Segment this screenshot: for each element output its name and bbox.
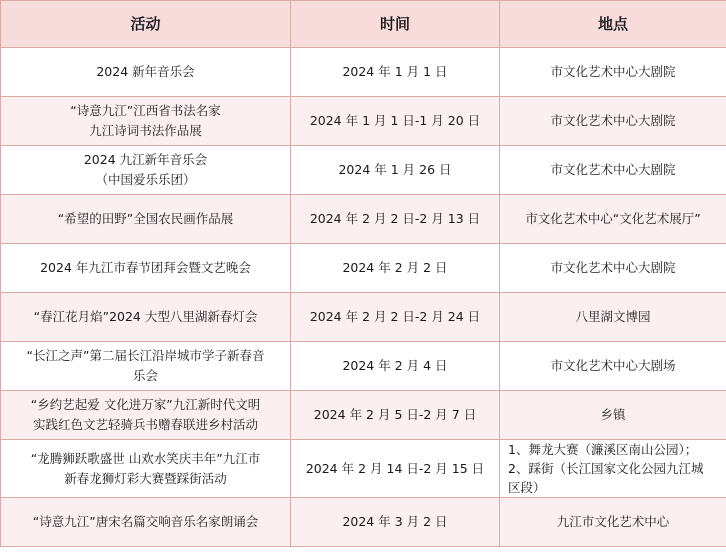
activity-text: “龙腾狮跃歌盛世 山欢水笑庆丰年”九江市	[30, 450, 261, 466]
time-cell: 2024 年 2 月 2 日-2 月 13 日	[291, 195, 500, 244]
activity-cell	[1, 498, 291, 547]
activity-text: “诗意九江”江西省书法名家	[70, 103, 221, 118]
activity-cell	[1, 97, 291, 146]
location-text: 2、踩街（长江国家文化公园九江城	[508, 461, 704, 476]
table-row	[1, 97, 726, 146]
activity-cell	[1, 146, 291, 195]
activity-text: 2024 九江新年音乐会	[83, 152, 208, 167]
location-text: 八里湖文博园	[575, 309, 651, 324]
location-text: 市文化艺术中心大剧院	[550, 162, 676, 177]
table-row	[1, 440, 726, 498]
location-cell	[500, 97, 726, 146]
activity-cell	[1, 391, 291, 440]
location-text: 市文化艺术中心大剧院	[550, 64, 676, 79]
table-row	[1, 293, 726, 342]
time-cell: 2024 年 2 月 2 日-2 月 24 日	[291, 293, 500, 342]
activity-text: 2024 新年音乐会	[96, 64, 195, 79]
table-row	[1, 146, 726, 195]
activity-cell	[1, 48, 291, 97]
location-cell	[500, 244, 726, 293]
time-cell: 2024 年 1 月 26 日	[291, 146, 500, 195]
time-cell: 2024 年 2 月 4 日	[291, 342, 500, 391]
location-text: 九江市文化艺术中心	[556, 514, 670, 529]
activity-text: 2024 年九江市春节团拜会暨文艺晚会	[40, 260, 251, 275]
activity-cell	[1, 342, 291, 391]
activity-text: “长江之声”第二届长江沿岸城市学子新春音	[26, 348, 265, 363]
location-text: 乡镇	[600, 407, 626, 422]
table-row	[1, 498, 726, 547]
time-cell: 2024 年 2 月 14 日-2 月 15 日	[291, 440, 500, 498]
activity-text: （中国爱乐乐团）	[95, 172, 196, 187]
activity-cell	[1, 440, 291, 498]
location-cell	[500, 498, 726, 547]
time-cell: 2024 年 1 月 1 日	[291, 48, 500, 97]
location-cell	[500, 293, 726, 342]
time-cell: 2024 年 2 月 2 日	[291, 244, 500, 293]
time-cell: 2024 年 2 月 5 日-2 月 7 日	[291, 391, 500, 440]
location-text: 市文化艺术中心大剧场	[550, 358, 676, 373]
header-location: 地点	[500, 1, 726, 48]
location-cell	[500, 440, 726, 498]
location-text: 1、舞龙大赛（濂溪区南山公园）；	[508, 442, 698, 457]
header-activity: 活动	[1, 1, 291, 48]
location-text: 市文化艺术中心“文化艺术展厅”	[525, 211, 701, 226]
activity-text: “诗意九江”唐宋名篇交响音乐名家朗诵会	[32, 514, 259, 529]
activity-text: 乐会	[132, 368, 158, 383]
header-row	[1, 1, 726, 48]
location-text: 市文化艺术中心大剧院	[550, 260, 676, 275]
table-row	[1, 244, 726, 293]
header-time: 时间	[291, 1, 500, 48]
location-cell	[500, 195, 726, 244]
activity-text: “希望的田野”全国农民画作品展	[57, 211, 234, 226]
activity-cell	[1, 244, 291, 293]
activity-text: 实践红色文艺轻骑兵书赠春联进乡村活动	[32, 417, 258, 432]
activity-text: 新春龙狮灯彩大赛暨踩街活动	[64, 470, 227, 486]
activity-cell	[1, 293, 291, 342]
location-cell	[500, 342, 726, 391]
table-row	[1, 195, 726, 244]
table-row	[1, 342, 726, 391]
location-text: 市文化艺术中心大剧院	[550, 113, 676, 128]
table-row	[1, 48, 726, 97]
time-cell: 2024 年 1 月 1 日-1 月 20 日	[291, 97, 500, 146]
location-cell	[500, 48, 726, 97]
location-text: 区段）	[508, 480, 546, 495]
location-cell	[500, 146, 726, 195]
location-cell	[500, 391, 726, 440]
table-body	[1, 48, 726, 547]
activity-text: “春江花月焰”2024 大型八里湖新春灯会	[33, 309, 258, 324]
time-cell: 2024 年 3 月 2 日	[291, 498, 500, 547]
table-row	[1, 391, 726, 440]
activity-cell	[1, 195, 291, 244]
activity-text: 九江诗词书法作品展	[89, 123, 202, 138]
activity-text: “乡约艺起爱 文化进万家”九江新时代文明	[30, 397, 261, 412]
